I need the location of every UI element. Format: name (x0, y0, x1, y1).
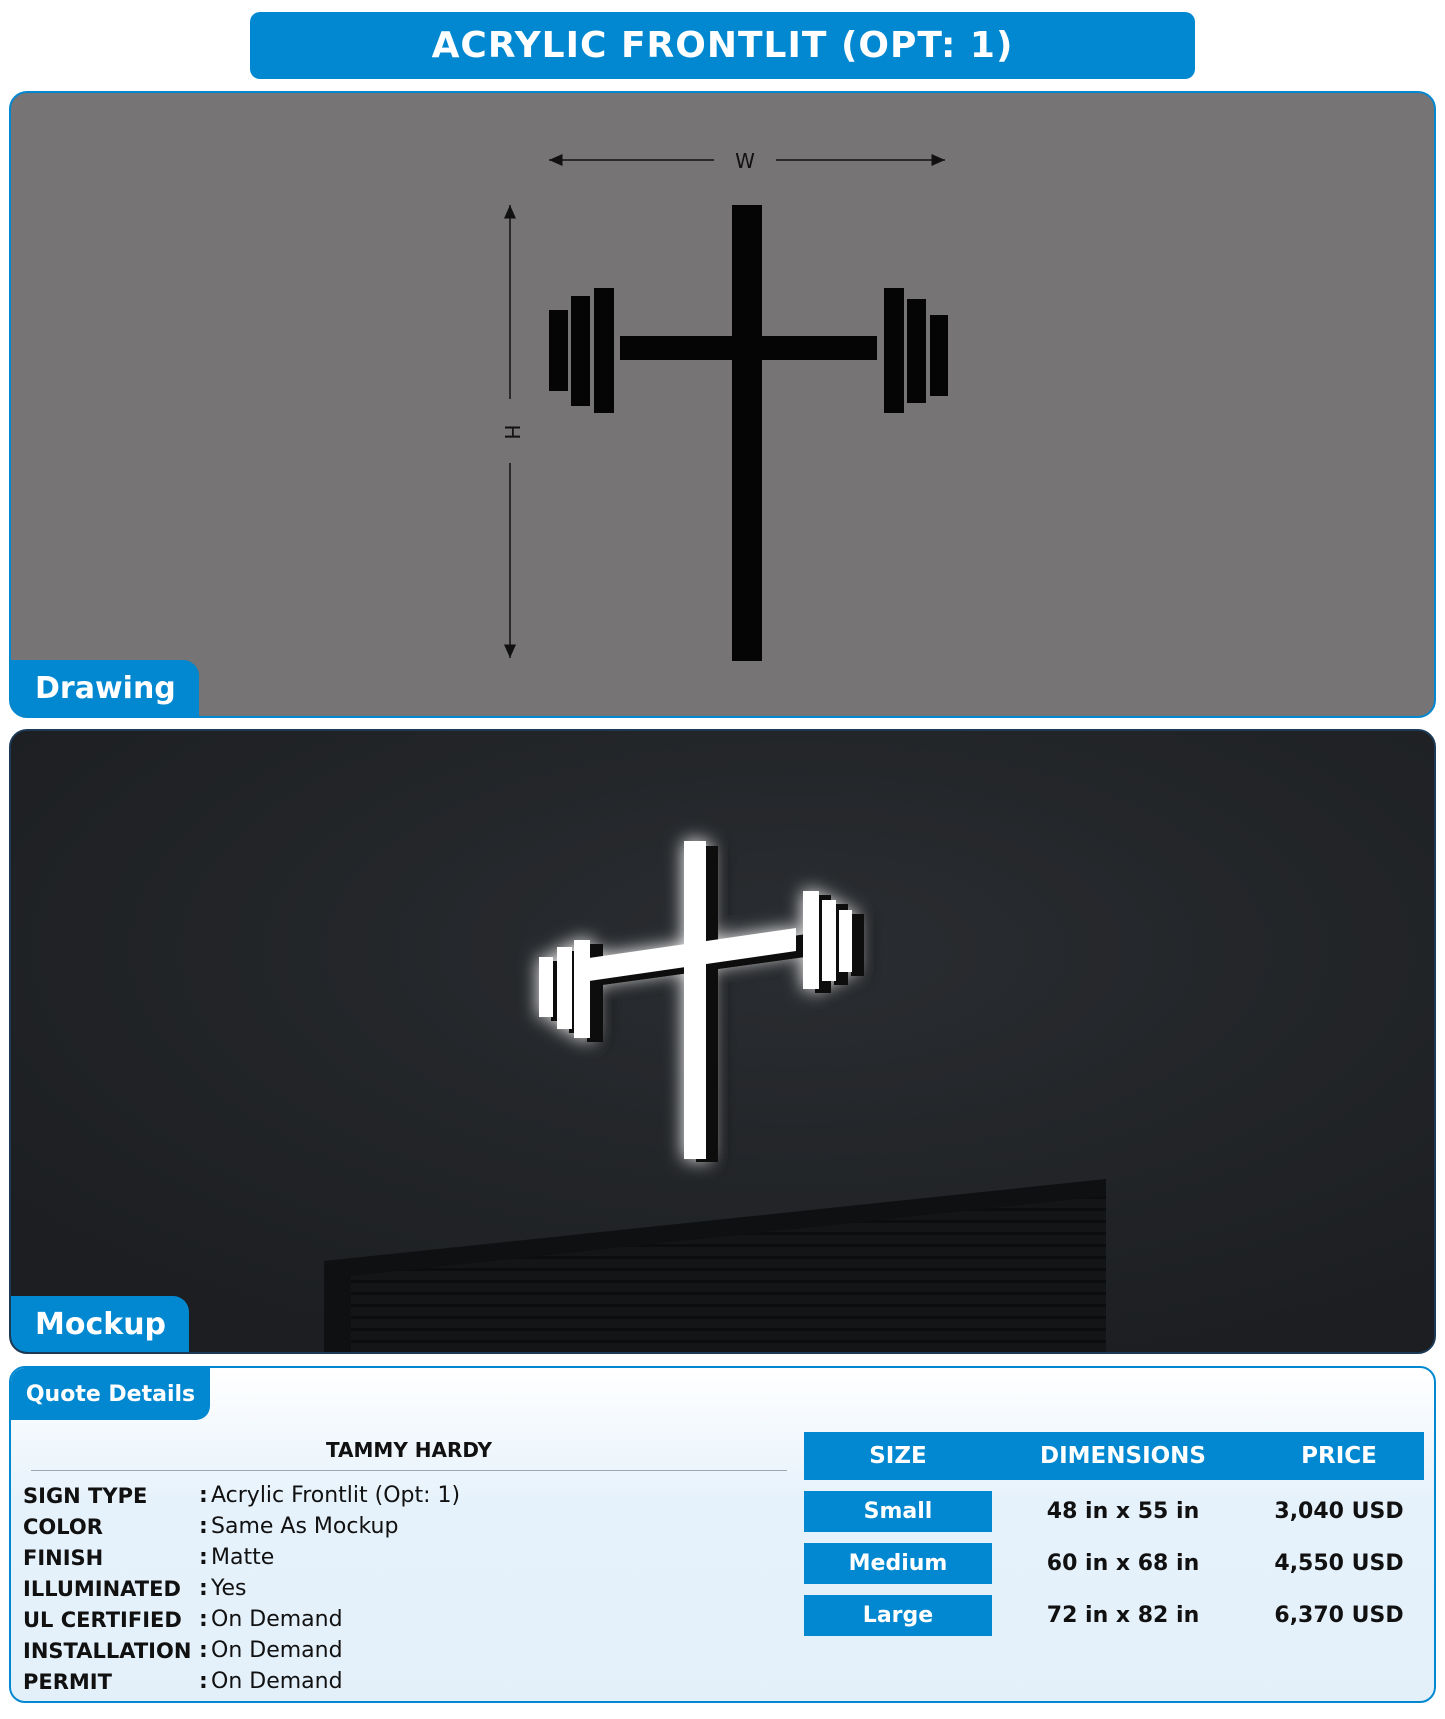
header-price: PRICE (1301, 1443, 1377, 1469)
spec-value: On Demand (211, 1669, 343, 1694)
spec-value: Yes (211, 1576, 247, 1601)
spec-row-finish (23, 1542, 460, 1573)
spec-row-color (23, 1511, 460, 1542)
spec-value: Acrylic Frontlit (Opt: 1) (211, 1483, 461, 1508)
spec-row-sign-type (23, 1480, 460, 1511)
barbell-cross-shape (549, 205, 948, 661)
price-cell: 6,370 USD (1274, 1603, 1404, 1628)
dimensions-cell: 72 in x 82 in (1046, 1603, 1200, 1628)
price-cell: 3,040 USD (1274, 1499, 1404, 1524)
mockup-tab: Mockup (11, 1296, 189, 1352)
spec-label: UL CERTIFIED (23, 1607, 182, 1632)
sign-drawing (11, 93, 1436, 718)
size-cell: Medium (804, 1543, 992, 1584)
spec-label: PERMIT (23, 1669, 112, 1694)
spec-row-permit (23, 1666, 460, 1697)
drawing-tab: Drawing (11, 660, 199, 716)
customer-name: TAMMY HARDY (31, 1438, 787, 1471)
height-label: H (500, 424, 524, 440)
table-row (804, 1543, 1424, 1584)
spec-colon: : (199, 1607, 208, 1632)
spec-colon: : (199, 1638, 208, 1663)
page-title: ACRYLIC FRONTLIT (OPT: 1) (250, 12, 1195, 79)
mockup-panel (9, 729, 1436, 1354)
spec-colon: : (199, 1545, 208, 1570)
spec-row-illuminated (23, 1573, 460, 1604)
header-dimensions: DIMENSIONS (1040, 1443, 1206, 1469)
drawing-panel (9, 91, 1436, 718)
header-size: SIZE (869, 1443, 927, 1469)
spec-label: INSTALLATION (23, 1638, 192, 1663)
spec-colon: : (199, 1576, 208, 1601)
price-table (804, 1432, 1424, 1636)
price-cell: 4,550 USD (1274, 1551, 1404, 1576)
dimensions-cell: 48 in x 55 in (1046, 1499, 1200, 1524)
spec-label: ILLUMINATED (23, 1576, 181, 1601)
mockup-scene (11, 731, 1436, 1354)
size-cell: Small (804, 1491, 992, 1532)
spec-label: COLOR (23, 1514, 103, 1539)
spec-colon: : (199, 1483, 208, 1508)
price-table-header (804, 1432, 1424, 1480)
spec-colon: : (199, 1669, 208, 1694)
table-row (804, 1491, 1424, 1532)
spec-label: SIGN TYPE (23, 1483, 148, 1508)
quote-details-panel (9, 1366, 1436, 1703)
spec-value: On Demand (211, 1638, 343, 1663)
spec-row-ul-certified (23, 1604, 460, 1635)
dimensions-cell: 60 in x 68 in (1046, 1551, 1200, 1576)
width-label: W (735, 149, 755, 173)
spec-label: FINISH (23, 1545, 104, 1570)
spec-colon: : (199, 1514, 208, 1539)
spec-value: Matte (211, 1545, 275, 1570)
table-row (804, 1595, 1424, 1636)
spec-row-installation (23, 1635, 460, 1666)
spec-value: On Demand (211, 1607, 343, 1632)
spec-list (23, 1480, 460, 1697)
size-cell: Large (804, 1595, 992, 1636)
spec-value: Same As Mockup (211, 1514, 399, 1539)
quote-details-tab: Quote Details (11, 1368, 210, 1420)
